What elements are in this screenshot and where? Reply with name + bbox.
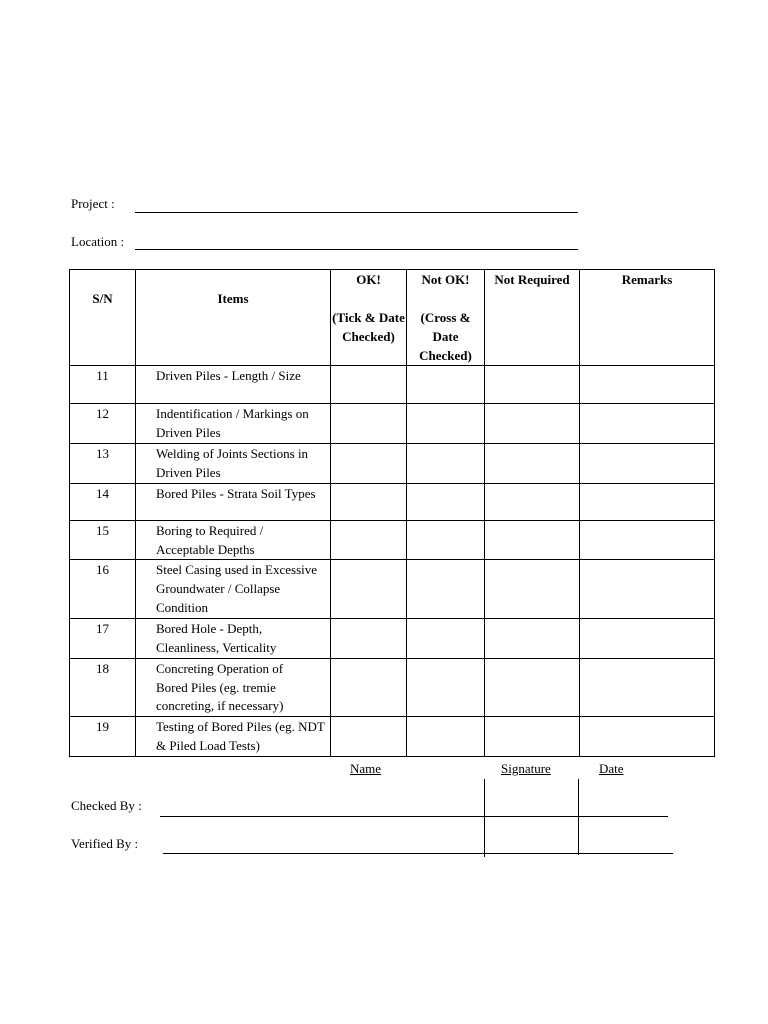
col-not-required-header: Not Required	[485, 270, 580, 366]
row-item	[136, 404, 331, 444]
cell-ok[interactable]	[331, 618, 407, 658]
cell-not-required[interactable]	[485, 618, 580, 658]
row-sn: 18	[70, 658, 136, 717]
cell-remarks[interactable]	[580, 560, 715, 619]
row-item-text: Boring to Required / Acceptable Depths	[156, 522, 264, 557]
cell-ok[interactable]	[331, 483, 407, 520]
cell-not-ok[interactable]	[407, 444, 485, 484]
signature-column-heading: Signature	[501, 761, 551, 776]
cell-not-required[interactable]	[485, 444, 580, 484]
row-item-text: Welding of Joints Sections in Driven Piles	[156, 446, 309, 480]
table-row	[70, 483, 715, 520]
col-remarks-header: Remarks	[580, 270, 715, 366]
col-notok-subtitle: (Cross & Date Checked)	[419, 309, 472, 363]
row-item	[136, 520, 331, 560]
checked-by-line[interactable]	[160, 816, 668, 817]
row-sn: 14	[70, 483, 136, 520]
col-sn-header: S/N	[70, 270, 136, 366]
row-sn: 12	[70, 404, 136, 444]
row-item	[136, 658, 331, 717]
project-label: Project :	[71, 196, 115, 211]
row-item-text: Indentification / Markings on Driven Piles	[156, 406, 309, 441]
row-sn: 17	[70, 618, 136, 658]
cell-ok[interactable]	[331, 717, 407, 757]
name-column-heading: Name	[350, 761, 382, 776]
row-sn: 19	[70, 717, 136, 757]
signature-divider-right	[578, 779, 579, 855]
cell-not-ok[interactable]	[407, 366, 485, 404]
cell-ok[interactable]	[331, 444, 407, 484]
table-row	[70, 366, 715, 404]
cell-not-ok[interactable]	[407, 483, 485, 520]
table-row	[70, 520, 715, 560]
cell-remarks[interactable]	[580, 520, 715, 560]
table-row	[70, 560, 715, 619]
row-item-text: Steel Casing used in Excessive Groundwater / Collapse Condition	[156, 562, 318, 616]
row-item-text: Bored Piles - Strata Soil Types	[156, 485, 316, 501]
row-item	[136, 560, 331, 619]
verified-by-line[interactable]	[163, 853, 673, 854]
row-item-text: Concreting Operation of Bored Piles (eg. tremie concreting, if necessary)	[156, 660, 284, 714]
col-notok-title: Not OK!	[421, 272, 470, 287]
row-item	[136, 618, 331, 658]
cell-not-required[interactable]	[485, 658, 580, 717]
cell-remarks[interactable]	[580, 366, 715, 404]
verified-by-label: Verified By :	[71, 836, 139, 851]
cell-ok[interactable]	[331, 560, 407, 619]
cell-not-ok[interactable]	[407, 560, 485, 619]
cell-not-required[interactable]	[485, 560, 580, 619]
project-field[interactable]	[135, 212, 578, 213]
cell-remarks[interactable]	[580, 658, 715, 717]
row-sn: 11	[70, 366, 136, 404]
cell-ok[interactable]	[331, 658, 407, 717]
row-item	[136, 717, 331, 757]
row-sn: 16	[70, 560, 136, 619]
checklist-table	[69, 269, 715, 757]
table-header-row	[70, 270, 715, 366]
row-item-text: Bored Hole - Depth, Cleanliness, Verticality	[156, 620, 277, 655]
table-row	[70, 717, 715, 757]
row-item-text: Testing of Bored Piles (eg. NDT & Piled Load Tests)	[156, 719, 325, 754]
row-item	[136, 483, 331, 520]
table-row	[70, 618, 715, 658]
cell-remarks[interactable]	[580, 444, 715, 484]
col-ok-header	[331, 270, 407, 366]
date-column-heading: Date	[599, 761, 624, 776]
cell-remarks[interactable]	[580, 404, 715, 444]
cell-not-required[interactable]	[485, 717, 580, 757]
cell-not-ok[interactable]	[407, 717, 485, 757]
row-item	[136, 366, 331, 404]
cell-not-ok[interactable]	[407, 404, 485, 444]
row-sn: 15	[70, 520, 136, 560]
col-notok-header	[407, 270, 485, 366]
cell-not-ok[interactable]	[407, 618, 485, 658]
cell-ok[interactable]	[331, 366, 407, 404]
table-row	[70, 404, 715, 444]
table-row	[70, 658, 715, 717]
col-ok-subtitle: (Tick & Date Checked)	[332, 309, 405, 344]
row-item-text: Driven Piles - Length / Size	[156, 368, 301, 384]
cell-remarks[interactable]	[580, 717, 715, 757]
signature-divider-left	[484, 779, 485, 857]
col-ok-title: OK!	[356, 272, 381, 287]
cell-not-required[interactable]	[485, 483, 580, 520]
row-sn: 13	[70, 444, 136, 484]
cell-ok[interactable]	[331, 520, 407, 560]
cell-not-required[interactable]	[485, 404, 580, 444]
location-label: Location :	[71, 234, 125, 249]
row-item	[136, 444, 331, 484]
cell-ok[interactable]	[331, 404, 407, 444]
cell-remarks[interactable]	[580, 483, 715, 520]
cell-not-ok[interactable]	[407, 520, 485, 560]
cell-not-required[interactable]	[485, 520, 580, 560]
cell-not-ok[interactable]	[407, 658, 485, 717]
location-field[interactable]	[135, 249, 578, 250]
cell-not-required[interactable]	[485, 366, 580, 404]
cell-remarks[interactable]	[580, 618, 715, 658]
table-row	[70, 444, 715, 484]
col-items-header: Items	[136, 270, 331, 366]
checked-by-label: Checked By :	[71, 798, 142, 813]
